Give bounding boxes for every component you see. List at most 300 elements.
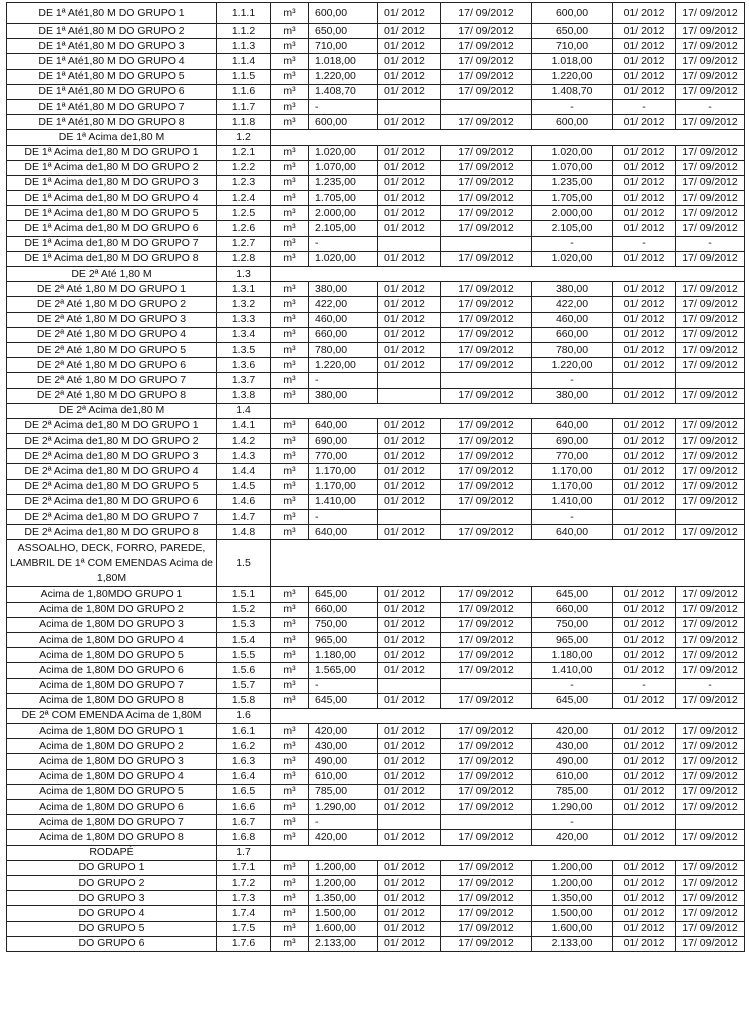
code-cell: 1.4.1 bbox=[217, 418, 271, 433]
date-cell: 17/ 09/2012 bbox=[676, 739, 745, 754]
date-cell: 01/ 2012 bbox=[378, 632, 441, 647]
unit-cell: m³ bbox=[271, 175, 309, 190]
date-cell: 17/ 09/2012 bbox=[676, 632, 745, 647]
unit-cell: m³ bbox=[271, 510, 309, 525]
date-cell: 17/ 09/2012 bbox=[441, 191, 532, 206]
table-row bbox=[7, 784, 745, 799]
value-cell: 770,00 bbox=[532, 449, 613, 464]
value-cell: - bbox=[309, 373, 378, 388]
unit-cell: m³ bbox=[271, 251, 309, 266]
date-cell: 01/ 2012 bbox=[613, 632, 676, 647]
date-cell: 01/ 2012 bbox=[613, 39, 676, 54]
date-cell: 17/ 09/2012 bbox=[676, 906, 745, 921]
section-title: RODAPÉ bbox=[7, 845, 217, 860]
table-row bbox=[7, 418, 745, 433]
value-cell: - bbox=[309, 815, 378, 830]
unit-cell: m³ bbox=[271, 282, 309, 297]
unit-cell: m³ bbox=[271, 99, 309, 114]
section-empty-cell bbox=[271, 403, 745, 418]
date-cell: 01/ 2012 bbox=[613, 191, 676, 206]
value-cell: 422,00 bbox=[309, 297, 378, 312]
code-cell: 1.1.2 bbox=[217, 24, 271, 39]
date-cell: 17/ 09/2012 bbox=[676, 39, 745, 54]
table-row bbox=[7, 236, 745, 251]
value-cell: 1.200,00 bbox=[309, 860, 378, 875]
code-cell: 1.5.7 bbox=[217, 678, 271, 693]
date-cell: 17/ 09/2012 bbox=[676, 648, 745, 663]
table-row bbox=[7, 84, 745, 99]
table-row bbox=[7, 693, 745, 708]
value-cell: 1.410,00 bbox=[532, 494, 613, 509]
date-cell: 17/ 09/2012 bbox=[441, 206, 532, 221]
code-cell: 1.5.5 bbox=[217, 648, 271, 663]
value-cell: 710,00 bbox=[309, 39, 378, 54]
date-cell: 01/ 2012 bbox=[378, 800, 441, 815]
date-cell: 17/ 09/2012 bbox=[676, 54, 745, 69]
date-cell: 01/ 2012 bbox=[378, 434, 441, 449]
date-cell bbox=[441, 510, 532, 525]
table-row bbox=[7, 221, 745, 236]
date-cell: 17/ 09/2012 bbox=[441, 327, 532, 342]
date-cell: 17/ 09/2012 bbox=[441, 602, 532, 617]
description-cell: DE 2ª Até 1,80 M DO GRUPO 8 bbox=[7, 388, 217, 403]
value-cell: 1.408,70 bbox=[532, 84, 613, 99]
date-cell: 01/ 2012 bbox=[378, 860, 441, 875]
code-cell: 1.7.1 bbox=[217, 860, 271, 875]
table-row bbox=[7, 921, 745, 936]
date-cell: 01/ 2012 bbox=[378, 418, 441, 433]
unit-cell: m³ bbox=[271, 39, 309, 54]
unit-cell: m³ bbox=[271, 297, 309, 312]
value-cell: 690,00 bbox=[532, 434, 613, 449]
value-cell: 600,00 bbox=[532, 3, 613, 24]
date-cell: 17/ 09/2012 bbox=[676, 175, 745, 190]
date-cell bbox=[378, 236, 441, 251]
date-cell: 17/ 09/2012 bbox=[441, 663, 532, 678]
description-cell: DE 2ª Acima de1,80 M DO GRUPO 1 bbox=[7, 418, 217, 433]
table-row bbox=[7, 479, 745, 494]
date-cell: 01/ 2012 bbox=[378, 312, 441, 327]
description-cell: DE 1ª Até1,80 M DO GRUPO 2 bbox=[7, 24, 217, 39]
value-cell: 750,00 bbox=[532, 617, 613, 632]
code-cell: 1.4.5 bbox=[217, 479, 271, 494]
date-cell bbox=[378, 373, 441, 388]
unit-cell: m³ bbox=[271, 236, 309, 251]
date-cell: 01/ 2012 bbox=[613, 84, 676, 99]
unit-cell: m³ bbox=[271, 693, 309, 708]
value-cell: 1.180,00 bbox=[532, 648, 613, 663]
code-cell: 1.6.6 bbox=[217, 800, 271, 815]
date-cell: 01/ 2012 bbox=[613, 160, 676, 175]
date-cell: 01/ 2012 bbox=[613, 494, 676, 509]
date-cell: 17/ 09/2012 bbox=[441, 221, 532, 236]
description-cell: Acima de 1,80M DO GRUPO 4 bbox=[7, 632, 217, 647]
table-row bbox=[7, 815, 745, 830]
value-cell: 640,00 bbox=[309, 418, 378, 433]
date-cell: 17/ 09/2012 bbox=[441, 525, 532, 540]
date-cell: 01/ 2012 bbox=[378, 693, 441, 708]
description-cell: Acima de 1,80M DO GRUPO 8 bbox=[7, 693, 217, 708]
date-cell: 01/ 2012 bbox=[378, 3, 441, 24]
date-cell: 01/ 2012 bbox=[378, 191, 441, 206]
value-cell: 1.410,00 bbox=[309, 494, 378, 509]
table-row bbox=[7, 769, 745, 784]
value-cell: 2.105,00 bbox=[532, 221, 613, 236]
description-cell: DE 2ª Até 1,80 M DO GRUPO 7 bbox=[7, 373, 217, 388]
value-cell: 1.220,00 bbox=[532, 69, 613, 84]
description-cell: DE 2ª Acima de1,80 M DO GRUPO 2 bbox=[7, 434, 217, 449]
date-cell bbox=[378, 99, 441, 114]
date-cell: 01/ 2012 bbox=[613, 479, 676, 494]
description-cell: DE 1ª Até1,80 M DO GRUPO 6 bbox=[7, 84, 217, 99]
date-cell bbox=[441, 236, 532, 251]
value-cell: 420,00 bbox=[309, 724, 378, 739]
date-cell: 17/ 09/2012 bbox=[676, 342, 745, 357]
value-cell: 2.000,00 bbox=[309, 206, 378, 221]
value-cell: 660,00 bbox=[532, 602, 613, 617]
code-cell: 1.2.8 bbox=[217, 251, 271, 266]
value-cell: 785,00 bbox=[309, 784, 378, 799]
date-cell: 17/ 09/2012 bbox=[441, 479, 532, 494]
date-cell: 01/ 2012 bbox=[613, 525, 676, 540]
description-cell: DE 2ª Até 1,80 M DO GRUPO 6 bbox=[7, 358, 217, 373]
date-cell: 17/ 09/2012 bbox=[441, 906, 532, 921]
table-row bbox=[7, 358, 745, 373]
description-cell: DE 2ª Acima de1,80 M DO GRUPO 6 bbox=[7, 494, 217, 509]
date-cell: 01/ 2012 bbox=[378, 936, 441, 951]
table-body bbox=[7, 3, 745, 952]
date-cell: 01/ 2012 bbox=[613, 69, 676, 84]
code-cell: 1.5.3 bbox=[217, 617, 271, 632]
unit-cell: m³ bbox=[271, 84, 309, 99]
code-cell: 1.6.7 bbox=[217, 815, 271, 830]
date-cell: 01/ 2012 bbox=[613, 693, 676, 708]
unit-cell: m³ bbox=[271, 754, 309, 769]
code-cell: 1.2.4 bbox=[217, 191, 271, 206]
section-code: 1.2 bbox=[217, 130, 271, 145]
description-cell: Acima de 1,80M DO GRUPO 4 bbox=[7, 769, 217, 784]
code-cell: 1.4.7 bbox=[217, 510, 271, 525]
date-cell: 17/ 09/2012 bbox=[441, 891, 532, 906]
unit-cell: m³ bbox=[271, 830, 309, 845]
value-cell: 1.170,00 bbox=[532, 479, 613, 494]
section-empty-cell bbox=[271, 708, 745, 723]
date-cell: 17/ 09/2012 bbox=[676, 663, 745, 678]
description-cell: Acima de 1,80M DO GRUPO 2 bbox=[7, 602, 217, 617]
unit-cell: m³ bbox=[271, 494, 309, 509]
description-cell: Acima de 1,80MDO GRUPO 1 bbox=[7, 587, 217, 602]
date-cell: 17/ 09/2012 bbox=[676, 449, 745, 464]
date-cell: 17/ 09/2012 bbox=[441, 921, 532, 936]
date-cell: 01/ 2012 bbox=[613, 327, 676, 342]
date-cell: 01/ 2012 bbox=[613, 936, 676, 951]
date-cell: 01/ 2012 bbox=[613, 282, 676, 297]
section-title: DE 2ª Acima de1,80 M bbox=[7, 403, 217, 418]
value-cell: 645,00 bbox=[532, 587, 613, 602]
date-cell: 17/ 09/2012 bbox=[676, 388, 745, 403]
value-cell: 750,00 bbox=[309, 617, 378, 632]
value-cell: 1.565,00 bbox=[309, 663, 378, 678]
date-cell: 01/ 2012 bbox=[378, 769, 441, 784]
date-cell: 17/ 09/2012 bbox=[676, 602, 745, 617]
date-cell bbox=[378, 678, 441, 693]
date-cell: 17/ 09/2012 bbox=[441, 784, 532, 799]
date-cell: 17/ 09/2012 bbox=[441, 724, 532, 739]
date-cell: 17/ 09/2012 bbox=[676, 830, 745, 845]
table-row bbox=[7, 632, 745, 647]
value-cell: - bbox=[532, 236, 613, 251]
value-cell: 1.018,00 bbox=[532, 54, 613, 69]
date-cell: 01/ 2012 bbox=[613, 449, 676, 464]
description-cell: DE 1ª Acima de1,80 M DO GRUPO 7 bbox=[7, 236, 217, 251]
table-row bbox=[7, 69, 745, 84]
date-cell: 01/ 2012 bbox=[613, 754, 676, 769]
unit-cell: m³ bbox=[271, 3, 309, 24]
table-row bbox=[7, 525, 745, 540]
table-row bbox=[7, 936, 745, 951]
code-cell: 1.4.3 bbox=[217, 449, 271, 464]
value-cell: 460,00 bbox=[309, 312, 378, 327]
date-cell: 01/ 2012 bbox=[378, 24, 441, 39]
value-cell: 1.018,00 bbox=[309, 54, 378, 69]
description-cell: DE 2ª Acima de1,80 M DO GRUPO 4 bbox=[7, 464, 217, 479]
unit-cell: m³ bbox=[271, 784, 309, 799]
section-title: DE 2ª Até 1,80 M bbox=[7, 267, 217, 282]
value-cell: 600,00 bbox=[532, 115, 613, 130]
date-cell: 01/ 2012 bbox=[613, 206, 676, 221]
unit-cell: m³ bbox=[271, 221, 309, 236]
date-cell: 17/ 09/2012 bbox=[676, 434, 745, 449]
section-header-row bbox=[7, 130, 745, 145]
unit-cell: m³ bbox=[271, 769, 309, 784]
section-code: 1.3 bbox=[217, 267, 271, 282]
description-cell: DE 1ª Até1,80 M DO GRUPO 5 bbox=[7, 69, 217, 84]
date-cell: 17/ 09/2012 bbox=[441, 739, 532, 754]
date-cell bbox=[441, 99, 532, 114]
value-cell: 1.290,00 bbox=[532, 800, 613, 815]
date-cell: 17/ 09/2012 bbox=[676, 936, 745, 951]
value-cell: 2.000,00 bbox=[532, 206, 613, 221]
table-row bbox=[7, 587, 745, 602]
date-cell: 17/ 09/2012 bbox=[441, 69, 532, 84]
date-cell: 17/ 09/2012 bbox=[441, 617, 532, 632]
description-cell: Acima de 1,80M DO GRUPO 2 bbox=[7, 739, 217, 754]
date-cell bbox=[613, 815, 676, 830]
date-cell: 01/ 2012 bbox=[613, 115, 676, 130]
table-row bbox=[7, 754, 745, 769]
value-cell: 645,00 bbox=[309, 587, 378, 602]
value-cell: 1.200,00 bbox=[532, 875, 613, 890]
value-cell: 1.235,00 bbox=[532, 175, 613, 190]
date-cell: 17/ 09/2012 bbox=[676, 3, 745, 24]
date-cell: 01/ 2012 bbox=[613, 739, 676, 754]
unit-cell: m³ bbox=[271, 663, 309, 678]
description-cell: DO GRUPO 3 bbox=[7, 891, 217, 906]
table-row bbox=[7, 327, 745, 342]
date-cell: 01/ 2012 bbox=[378, 297, 441, 312]
description-cell: DE 1ª Até1,80 M DO GRUPO 8 bbox=[7, 115, 217, 130]
section-empty-cell bbox=[271, 267, 745, 282]
description-cell: DE 1ª Acima de1,80 M DO GRUPO 5 bbox=[7, 206, 217, 221]
code-cell: 1.4.6 bbox=[217, 494, 271, 509]
unit-cell: m³ bbox=[271, 815, 309, 830]
value-cell: 430,00 bbox=[309, 739, 378, 754]
description-cell: DE 1ª Acima de1,80 M DO GRUPO 2 bbox=[7, 160, 217, 175]
table-row bbox=[7, 342, 745, 357]
unit-cell: m³ bbox=[271, 191, 309, 206]
unit-cell: m³ bbox=[271, 342, 309, 357]
value-cell: 1.020,00 bbox=[532, 251, 613, 266]
table-row bbox=[7, 191, 745, 206]
section-empty-cell bbox=[271, 540, 745, 587]
unit-cell: m³ bbox=[271, 388, 309, 403]
date-cell: 01/ 2012 bbox=[378, 724, 441, 739]
unit-cell: m³ bbox=[271, 739, 309, 754]
date-cell: - bbox=[613, 678, 676, 693]
date-cell: 01/ 2012 bbox=[613, 3, 676, 24]
date-cell: 01/ 2012 bbox=[613, 297, 676, 312]
table-row bbox=[7, 434, 745, 449]
code-cell: 1.7.5 bbox=[217, 921, 271, 936]
date-cell: 01/ 2012 bbox=[613, 800, 676, 815]
code-cell: 1.4.8 bbox=[217, 525, 271, 540]
date-cell bbox=[378, 388, 441, 403]
date-cell: 01/ 2012 bbox=[613, 830, 676, 845]
date-cell bbox=[676, 373, 745, 388]
table-row bbox=[7, 906, 745, 921]
date-cell: 01/ 2012 bbox=[378, 875, 441, 890]
date-cell: 17/ 09/2012 bbox=[441, 175, 532, 190]
code-cell: 1.1.5 bbox=[217, 69, 271, 84]
date-cell: 17/ 09/2012 bbox=[441, 24, 532, 39]
unit-cell: m³ bbox=[271, 449, 309, 464]
value-cell: 645,00 bbox=[309, 693, 378, 708]
value-cell: 1.235,00 bbox=[309, 175, 378, 190]
unit-cell: m³ bbox=[271, 24, 309, 39]
date-cell: 17/ 09/2012 bbox=[676, 693, 745, 708]
description-cell: DE 2ª Acima de1,80 M DO GRUPO 8 bbox=[7, 525, 217, 540]
date-cell: 17/ 09/2012 bbox=[676, 769, 745, 784]
value-cell: 1.500,00 bbox=[532, 906, 613, 921]
value-cell: 1.220,00 bbox=[309, 358, 378, 373]
date-cell bbox=[613, 510, 676, 525]
date-cell: 17/ 09/2012 bbox=[441, 312, 532, 327]
value-cell: 2.133,00 bbox=[309, 936, 378, 951]
date-cell: 17/ 09/2012 bbox=[676, 754, 745, 769]
date-cell bbox=[441, 678, 532, 693]
unit-cell: m³ bbox=[271, 160, 309, 175]
table-row bbox=[7, 145, 745, 160]
date-cell: 01/ 2012 bbox=[378, 494, 441, 509]
code-cell: 1.3.4 bbox=[217, 327, 271, 342]
table-row bbox=[7, 282, 745, 297]
description-cell: Acima de 1,80M DO GRUPO 5 bbox=[7, 648, 217, 663]
value-cell: - bbox=[532, 678, 613, 693]
value-cell: 380,00 bbox=[532, 388, 613, 403]
table-row bbox=[7, 602, 745, 617]
unit-cell: m³ bbox=[271, 860, 309, 875]
date-cell: 01/ 2012 bbox=[378, 449, 441, 464]
date-cell: 17/ 09/2012 bbox=[441, 693, 532, 708]
table-row bbox=[7, 312, 745, 327]
date-cell: 17/ 09/2012 bbox=[441, 115, 532, 130]
date-cell: 01/ 2012 bbox=[378, 327, 441, 342]
date-cell: 01/ 2012 bbox=[378, 648, 441, 663]
code-cell: 1.1.1 bbox=[217, 3, 271, 24]
table-row bbox=[7, 373, 745, 388]
unit-cell: m³ bbox=[271, 312, 309, 327]
date-cell: 17/ 09/2012 bbox=[676, 69, 745, 84]
date-cell bbox=[676, 815, 745, 830]
date-cell: - bbox=[676, 678, 745, 693]
unit-cell: m³ bbox=[271, 418, 309, 433]
unit-cell: m³ bbox=[271, 921, 309, 936]
date-cell: 01/ 2012 bbox=[613, 464, 676, 479]
description-cell: Acima de 1,80M DO GRUPO 7 bbox=[7, 815, 217, 830]
value-cell: 1.705,00 bbox=[532, 191, 613, 206]
date-cell: 17/ 09/2012 bbox=[676, 525, 745, 540]
date-cell: 17/ 09/2012 bbox=[441, 800, 532, 815]
date-cell: 17/ 09/2012 bbox=[441, 830, 532, 845]
date-cell: 17/ 09/2012 bbox=[676, 221, 745, 236]
code-cell: 1.5.6 bbox=[217, 663, 271, 678]
value-cell: 780,00 bbox=[532, 342, 613, 357]
date-cell: 17/ 09/2012 bbox=[676, 860, 745, 875]
table-row bbox=[7, 54, 745, 69]
date-cell: 01/ 2012 bbox=[613, 24, 676, 39]
code-cell: 1.2.3 bbox=[217, 175, 271, 190]
section-code: 1.5 bbox=[217, 540, 271, 587]
description-cell: Acima de 1,80M DO GRUPO 1 bbox=[7, 724, 217, 739]
date-cell: 01/ 2012 bbox=[613, 648, 676, 663]
code-cell: 1.1.3 bbox=[217, 39, 271, 54]
date-cell: 01/ 2012 bbox=[378, 282, 441, 297]
code-cell: 1.2.7 bbox=[217, 236, 271, 251]
code-cell: 1.2.2 bbox=[217, 160, 271, 175]
value-cell: 690,00 bbox=[309, 434, 378, 449]
unit-cell: m³ bbox=[271, 602, 309, 617]
code-cell: 1.5.2 bbox=[217, 602, 271, 617]
description-cell: Acima de 1,80M DO GRUPO 8 bbox=[7, 830, 217, 845]
unit-cell: m³ bbox=[271, 358, 309, 373]
unit-cell: m³ bbox=[271, 587, 309, 602]
date-cell: 01/ 2012 bbox=[378, 54, 441, 69]
description-cell: DE 1ª Até1,80 M DO GRUPO 4 bbox=[7, 54, 217, 69]
value-cell: 2.105,00 bbox=[309, 221, 378, 236]
value-cell: 1.408,70 bbox=[309, 84, 378, 99]
value-cell: 460,00 bbox=[532, 312, 613, 327]
date-cell bbox=[613, 373, 676, 388]
date-cell: 01/ 2012 bbox=[613, 434, 676, 449]
value-cell: 1.070,00 bbox=[309, 160, 378, 175]
description-cell: Acima de 1,80M DO GRUPO 3 bbox=[7, 617, 217, 632]
value-cell: 785,00 bbox=[532, 784, 613, 799]
section-code: 1.7 bbox=[217, 845, 271, 860]
section-header-row bbox=[7, 845, 745, 860]
section-header-row bbox=[7, 403, 745, 418]
value-cell: 380,00 bbox=[309, 282, 378, 297]
code-cell: 1.7.6 bbox=[217, 936, 271, 951]
value-cell: 650,00 bbox=[532, 24, 613, 39]
date-cell: 01/ 2012 bbox=[378, 39, 441, 54]
code-cell: 1.7.2 bbox=[217, 875, 271, 890]
date-cell: 17/ 09/2012 bbox=[676, 251, 745, 266]
description-cell: DE 2ª Até 1,80 M DO GRUPO 2 bbox=[7, 297, 217, 312]
date-cell: 01/ 2012 bbox=[378, 739, 441, 754]
date-cell: 01/ 2012 bbox=[378, 464, 441, 479]
unit-cell: m³ bbox=[271, 54, 309, 69]
value-cell: 660,00 bbox=[309, 327, 378, 342]
